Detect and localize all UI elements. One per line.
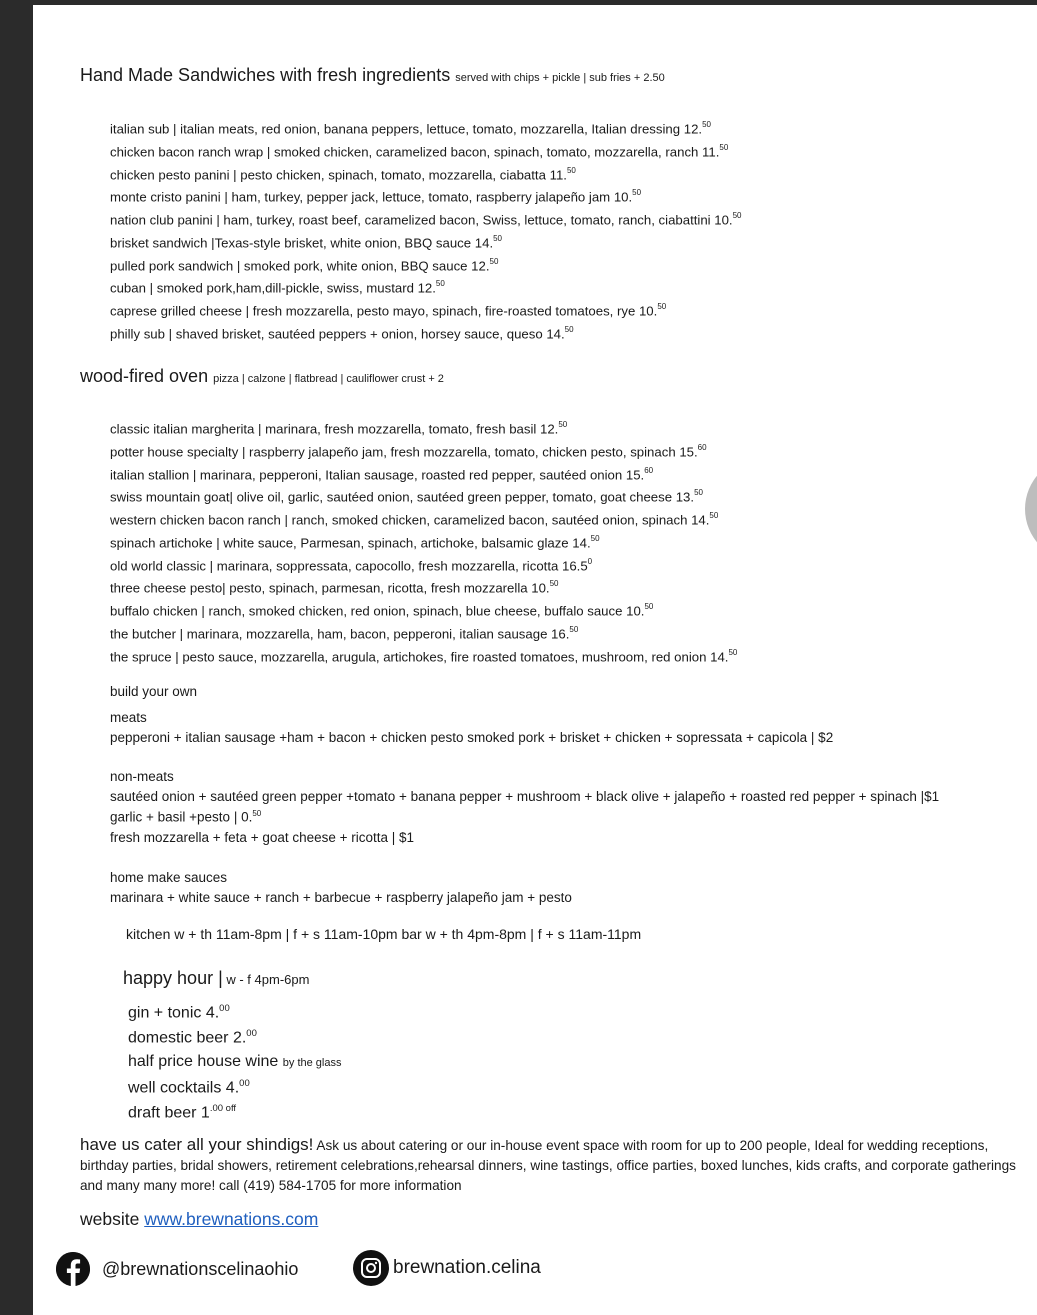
item-price-cents: 50 <box>632 188 642 198</box>
facebook-icon <box>56 1252 90 1286</box>
item-name: cuban <box>110 280 146 296</box>
item-name: chicken bacon ranch wrap <box>110 144 264 160</box>
item-description: | pesto chicken, spinach, tomato, mozzarella, ciabatta 11. <box>229 166 567 182</box>
meats-list: pepperoni + italian sausage +ham + bacon + chicken pesto smoked pork + brisket + chicken + sopressata + capicola | $2 <box>110 730 834 745</box>
item-price-cents: 50 <box>728 647 738 657</box>
item-description: | smoked pork, white onion, BBQ sauce 12. <box>233 257 490 273</box>
sandwich-item <box>110 117 711 137</box>
item-name: nation club panini <box>110 212 213 228</box>
item-name: pulled pork sandwich <box>110 257 234 273</box>
item-description: | ham, turkey, pepper jack, lettuce, tomato, raspberry jalapeño jam 10. <box>220 189 633 205</box>
item-name: italian sub <box>110 121 170 137</box>
nonmeats-list-2: garlic + basil +pesto | 0.50 <box>110 809 262 825</box>
item-description: | smoked pork,ham,dill-pickle, swiss, mustard 12. <box>145 280 436 296</box>
item-name: spinach artichoke <box>110 535 213 551</box>
happy-hour-title: happy hour | w - f 4pm-6pm <box>123 968 310 988</box>
item-name: philly sub <box>110 326 165 342</box>
pizza-item <box>110 417 567 437</box>
item-name: western chicken bacon ranch <box>110 512 281 528</box>
item-name: buffalo chicken <box>110 603 198 619</box>
pizza-item <box>110 622 578 642</box>
sandwich-item <box>110 231 502 251</box>
pizza-item <box>110 531 600 551</box>
item-name: three cheese pesto <box>110 580 223 596</box>
item-description: | marinara, mozzarella, ham, bacon, pepperoni, italian sausage 16. <box>175 626 570 642</box>
item-price-cents: 50 <box>732 211 742 220</box>
nonmeats-list-1: sautéed onion + sautéed green pepper +tomato + banana pepper + mushroom + black olive + jalapeño + roasted red pepper + spinach |$1 <box>110 789 940 804</box>
item-description: | marinara, soppressata, capocollo, fresh mozzarella, ricotta 16.5 <box>206 557 588 573</box>
item-name: classic italian margherita <box>110 421 255 437</box>
website-link[interactable]: www.brewnations.com <box>144 1209 319 1229</box>
item-price-cents: 50 <box>590 533 600 543</box>
website-line: website www.brewnations.com <box>80 1209 319 1229</box>
instagram-icon <box>353 1250 389 1286</box>
item-price-cents: 50 <box>719 142 729 152</box>
sandwich-item <box>110 322 574 342</box>
item-description: | olive oil, garlic, sautéed onion, sautéed green pepper, tomato, goat cheese 13. <box>229 489 695 505</box>
nonmeats-title: non-meats <box>110 769 174 784</box>
pizza-item <box>110 645 737 665</box>
item-price-cents: 50 <box>558 420 568 429</box>
pizza-item <box>110 463 653 483</box>
catering-headline: have us cater all your shindigs! <box>80 1135 314 1154</box>
instagram-handle[interactable]: brewnation.celina <box>353 1250 541 1286</box>
item-price-cents: 50 <box>644 602 654 611</box>
pizza-item <box>110 576 559 596</box>
sandwich-item <box>110 276 445 296</box>
item-name: chicken pesto panini <box>110 166 230 182</box>
item-description: | italian meats, red onion, banana peppers, lettuce, tomato, mozzarella, Italian dressing 12. <box>169 121 703 137</box>
sauces-list: marinara + white sauce + ranch + barbecue + raspberry jalapeño jam + pesto <box>110 890 572 905</box>
menu-page <box>33 5 1037 1315</box>
item-price-cents: 60 <box>697 442 707 452</box>
pizza-item <box>110 554 592 574</box>
pizza-item <box>110 485 703 505</box>
sandwich-item <box>110 140 728 160</box>
sandwich-item <box>110 163 576 183</box>
item-name: the butcher <box>110 626 176 642</box>
pizza-item <box>110 440 707 460</box>
item-price-cents: 50 <box>709 511 719 520</box>
pizza-item <box>110 599 653 619</box>
item-description: | pesto sauce, mozzarella, arugula, artichokes, fire roasted tomatoes, mushroom, red onion 14. <box>171 648 729 664</box>
happy-hour-item: domestic beer 2.00 <box>128 1028 257 1047</box>
item-description: | smoked chicken, caramelized bacon, spinach, tomato, mozzarella, ranch 11. <box>263 144 720 160</box>
item-description: | ranch, smoked chicken, caramelized bacon, sautéed onion, spinach 14. <box>280 512 710 528</box>
item-description: | raspberry jalapeño jam, fresh mozzarella, tomato, chicken pesto, spinach 15. <box>238 444 698 460</box>
item-name: caprese grilled cheese <box>110 303 242 319</box>
item-description: |Texas-style brisket, white onion, BBQ sauce 14. <box>207 235 494 251</box>
item-price-cents: 0 <box>587 556 593 566</box>
item-description: | ham, turkey, roast beef, caramelized bacon, Swiss, lettuce, tomato, ranch, ciabattini 10. <box>212 212 733 228</box>
happy-hour-item: draft beer $1^{.00 off}$ <box>128 1103 237 1122</box>
pizza-item <box>110 508 718 528</box>
item-description: | shaved brisket, sautéed peppers + onion, horsey sauce, queso 14. <box>164 326 565 342</box>
item-name: potter house specialty <box>110 444 239 460</box>
happy-hour-item: gin + tonic 4.00 <box>128 1003 230 1022</box>
sandwiches-subheading: served with chips + pickle | sub fries + 2.50 <box>455 72 665 84</box>
item-price-cents: 50 <box>564 324 574 334</box>
item-price-cents: 50 <box>657 302 667 311</box>
item-price-cents: 50 <box>694 488 703 498</box>
item-price-cents: 50 <box>566 165 576 175</box>
item-name: old world classic <box>110 557 207 573</box>
item-price-cents: 50 <box>493 233 503 243</box>
facebook-handle[interactable]: @brewnationscelinaohio <box>56 1252 298 1286</box>
sandwich-item <box>110 299 666 319</box>
build-your-own-title: build your own <box>110 684 198 699</box>
item-description: | marinara, pepperoni, Italian sausage, roasted red pepper, sautéed onion 15. <box>189 466 645 482</box>
item-description: | white sauce, Parmesan, spinach, artichoke, balsamic glaze 14. <box>212 535 591 551</box>
floating-edit-button[interactable] <box>1025 457 1037 561</box>
item-description: | fresh mozzarella, pesto mayo, spinach, fire-roasted tomatoes, rye 10. <box>241 303 658 319</box>
sandwich-item <box>110 185 641 205</box>
happy-hour-item: well cocktails 4.00 <box>128 1078 250 1097</box>
item-price-cents: 50 <box>549 579 559 589</box>
sandwiches-heading: Hand Made Sandwiches with fresh ingredients served with chips + pickle | sub fries + 2.50 <box>80 65 665 85</box>
happy-hour-item: half price house wine by the glass <box>128 1053 342 1070</box>
item-price-cents: 50 <box>569 624 579 634</box>
hours: kitchen w + th 11am-8pm | f + s 11am-10pm bar w + th 4pm-8pm | f + s 11am-11pm <box>126 926 642 942</box>
item-description: | pesto, spinach, parmesan, ricotta, fresh mozzarella 10. <box>222 580 550 596</box>
oven-subheading: pizza | calzone | flatbread | cauliflower crust + 2 <box>213 373 444 385</box>
catering-text: have us cater all your shindigs! Ask us about catering or our in-house event space with room for up to 200 people, Ideal for wedding receptions, birthday parties, bridal showers, retirement celebrations,rehearsal dinners, wine tastings, office parties, boxed lunches, kids crafts, and corporate gatherings and many many more! call (419) 584-1705 for more information <box>80 1135 1016 1193</box>
item-name: italian stallion <box>110 466 190 482</box>
oven-heading: wood-fired oven pizza | calzone | flatbread | cauliflower crust + 2 <box>80 366 444 386</box>
nonmeats-list-3: fresh mozzarella + feta + goat cheese + ricotta | $1 <box>110 830 415 845</box>
sauces-title: home make sauces <box>110 870 228 885</box>
item-price-cents: 50 <box>435 279 445 289</box>
sandwich-item <box>110 254 498 274</box>
item-name: swiss mountain goat <box>110 489 230 505</box>
item-price-cents: 50 <box>489 256 499 266</box>
item-name: monte cristo panini <box>110 189 221 205</box>
item-name: brisket sandwich <box>110 235 208 251</box>
item-price-cents: 60 <box>644 465 654 475</box>
item-description: | marinara, fresh mozzarella, tomato, fresh basil 12. <box>254 421 559 437</box>
item-description: | ranch, smoked chicken, red onion, spinach, blue cheese, buffalo sauce 10. <box>197 603 645 619</box>
meats-title: meats <box>110 710 147 725</box>
sandwich-item <box>110 208 742 228</box>
item-name: the spruce <box>110 648 172 664</box>
item-price-cents: 50 <box>702 120 711 129</box>
